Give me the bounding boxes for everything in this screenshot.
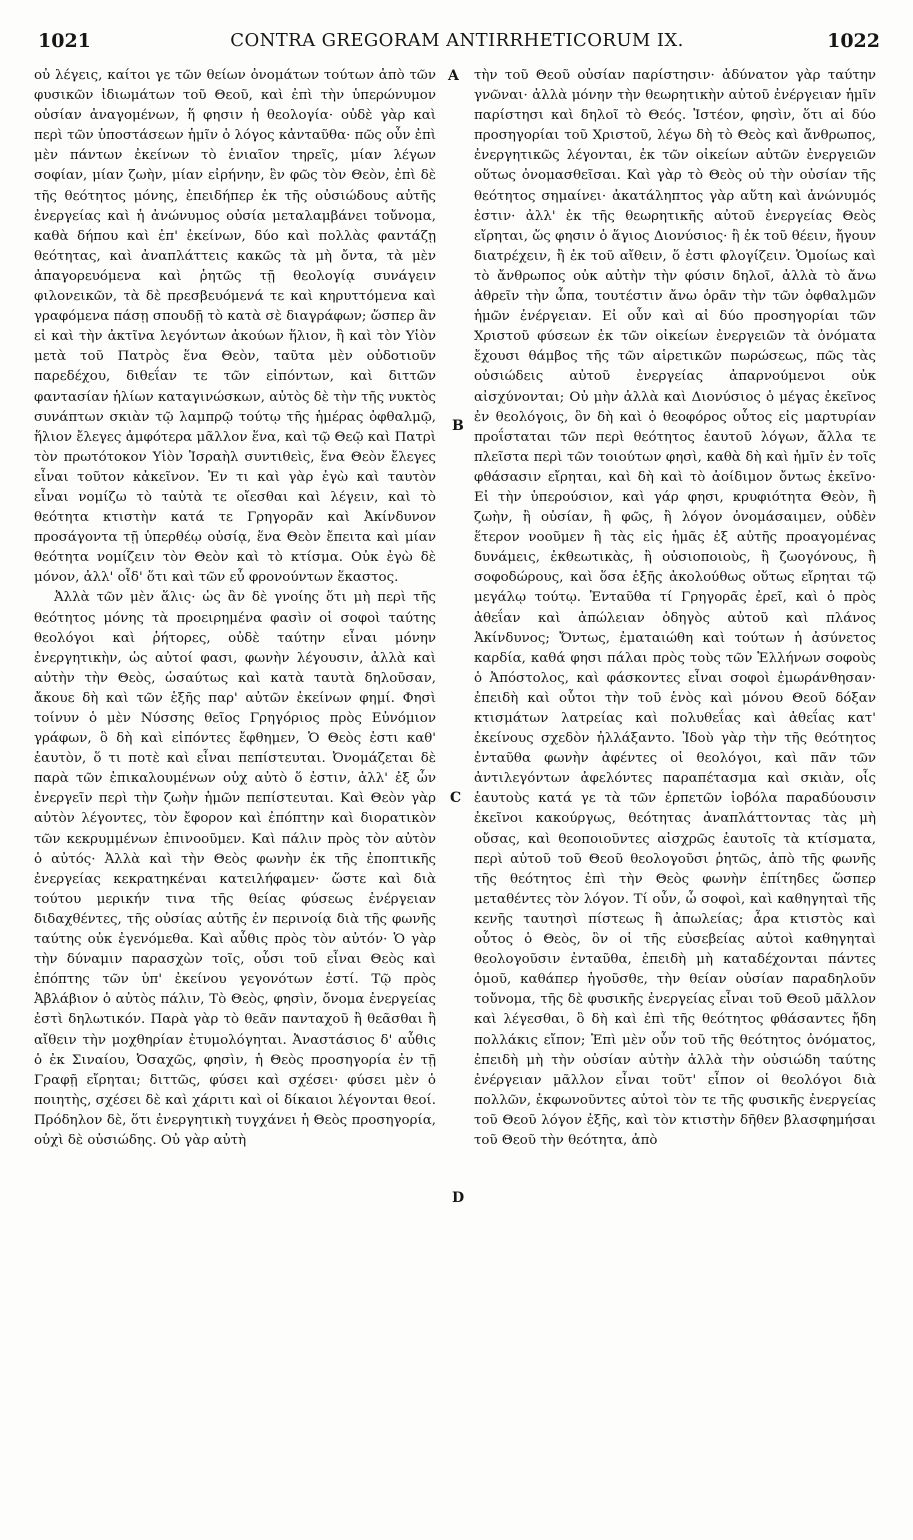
margin-letter-b: B	[452, 418, 464, 434]
margin-letter-a: A	[448, 68, 459, 84]
margin-letter-c: C	[450, 790, 462, 806]
right-paragraph-1: τὴν τοῦ Θεοῦ οὐσίαν παρίστησιν· ἀδύνατον γὰρ ταύτην γνῶναι· ἀλλὰ μόνην τὴν θεωρητικὴν αὐτοῦ ἐνέργειαν ἡμῖν παρίστησι καὶ δηλοῖ τὸ Θεός. Ἰστέον, φησὶν, ὅτι αἱ δύο προσηγορίαι τοῦ Χριστοῦ, λέγω δὴ τὸ Θεὸς καὶ ἄνθρωπος, ἐνεργητικῶς λέγονται, ἐκ τῶν οἰκείων αὐτῶν ἐνεργειῶν οὕτως ὀνομασθεῖσαι. Καὶ γὰρ τὸ Θεὸς οὐ τὴν οὐσίαν τῆς θεότητος σημαίνει· ἀκατάληπτος γὰρ αὕτη καὶ ἀνώνυμός ἐστιν· ἀλλ' ἐκ τῆς θεωρητικῆς αὐτοῦ ἐνεργείας Θεὸς εἴρηται, ὥς φησιν ὁ ἅγιος Διονύσιος· ἢ ἐκ τοῦ θέειν, ἤγουν διατρέχειν, ἢ ἐκ τοῦ αἴθειν, ὅ ἐστι φλογίζειν. Ὁμοίως καὶ τὸ ἄνθρωπος οὐκ αὐτὴν τὴν φύσιν δηλοῖ, ἀλλὰ τὸ ἄνω ἀθρεῖν τὴν ὦπα, τουτέστιν ἄνω ὁρᾶν τὴν τῶν ὀφθαλμῶν ἡμῶν ἐνέργειαν. Εἰ οὖν καὶ αἱ δύο προσηγορίαι τῶν Χριστοῦ φύσεων ἐκ τῶν οἰκείων ἐνεργειῶν τὰ ὀνόματα ἔχουσι θάμβος τῆς τῶν αἱρετικῶν πωρώσεως, πῶς τὰς οὐσιώδεις αὐτοῦ ἐνεργείας ἀπαρνούμενοι οὐκ αἰσχύνονται; Οὐ μὴν ἀλλὰ καὶ Διονύσιος ὁ μέγας ἐκεῖνος ἐν θεολόγοις, ὃν δὴ καὶ ὁ θεοφόρος οὗτος εἰς μαρτυρίαν προΐσταται τῶν περὶ θεότητος ἑαυτοῦ λόγων, ἄλλα τε πλεῖστα περὶ τῶν τοιούτων φησὶ, καθὰ δὴ καὶ ἡμῖν ἐν τοῖς φθάσασιν εἴρηται, καὶ δὴ καὶ τὸ ἀοίδιμον ὄντως ἐκεῖνο· Εἰ τὴν ὑπερούσιον, καὶ γάρ φησι, κρυφιότητα Θεὸν, ἢ ζωὴν, ἢ οὐσίαν, ἢ φῶς, ἢ λόγον ὀνομάσαιμεν, οὐδὲν ἕτερον νοοῦμεν ἢ τὰς εἰς ἡμᾶς ἐξ αὐτῆς προαγομένας δυνάμεις, ἐκθεωτικὰς, ἢ οὐσιοποιοὺς, ἢ ζωογόνους, ἢ σοφοδώρους, καὶ ὅσα ἑξῆς ἀκολούθως οὕτως εἴρηται τῷ μεγάλῳ τούτῳ. Ἐνταῦθα τί Γρηγορᾶς ἐρεῖ, καὶ ὁ πρὸς ἀθεΐαν καὶ ἀπώλειαν ὁδηγὸς αὐτοῦ καὶ πλάνος Ἀκίνδυνος; Ὄντως, ἐματαιώθη καὶ τούτων ἡ ἀσύνετος καρδία, καθά φησι πάλαι πρὸς τοὺς τῶν Ἑλλήνων σοφοὺς ὁ Ἀπόστολος, καὶ φάσκοντες εἶναι σοφοὶ ἐμωράνθησαν· ἐπειδὴ καὶ οὗτοι τὴν τοῦ ἑνὸς καὶ μόνου Θεοῦ δόξαν κτισμάτων λατρείας καὶ πολυθεΐας καὶ ἀθεΐας κατ' ἐκείνους σχεδὸν ἠλλάξαντο. Ἰδοὺ γὰρ τὴν τῆς θεότητος ἐνταῦθα φωνὴν ἀφέντες οἱ θεολόγοι, καὶ πᾶν τῶν ἀντιλεγόντων ἀφελόντες παραπέτασμα καὶ σκιὰν, οἷς ἑαυτοὺς κατά γε τὰ τῶν ἑρπετῶν ἰοβόλα παραδύουσιν ἐκεῖνοι κακούργως, θεότητας ἀναπλάττοντας τὰς μὴ οὔσας, καὶ θεοποιοῦντες αἰσχρῶς ἑαυτοῖς τὰ κτίσματα, περὶ αὐτοῦ τοῦ Θεοῦ θεολογοῦσι ῥητῶς, ἀπὸ τῆς φωνῆς τῆς θεότητος ἐπὶ τὴν Θεὸς φωνὴν ἐπίτηδες ὥσπερ μεταθέντες τὸν λόγον. Τί οὖν, ὦ σοφοὶ, καὶ καθηγηταὶ τῆς κενῆς ταυτησὶ πίστεως ἢ ἀπωλείας; ἆρα κτιστὸς καὶ οὗτος ὁ Θεὸς, ὃν οἱ τῆς εὐσεβείας αὐτοὶ καθηγηταὶ θεολογοῦσιν ἐνταῦθα, ἐπειδὴ μὴ καταδέχονται πάντες ὁμοῦ, καθάπερ ἡγοῦσθε, τὴν θείαν οὐσίαν παραδηλοῦν τοὔνομα, τῆς δὲ φυσικῆς ἐνεργείας εἶναι τοῦ Θεοῦ μᾶλλον καὶ λέγεσθαι, ὃ δὴ καὶ ἐπὶ τῆς θεότητος φθάσαντες ἤδη πολλάκις εἴπον; Ἐπὶ μὲν οὖν τοῦ τῆς θεότητος ὀνόματος, ἐπειδὴ μὴ τὴν οὐσίαν αὐτὴν ἀλλὰ τὴν οὐσιώδη ταύτης ἐνέργειαν μᾶλλον εἶναι τοῦτ' εἶπον οἱ θεολόγοι διὰ πολλῶν, ἐκφωνοῦντες αὐτοὶ τὸν τε τῆς φυσικῆς ἐνεργείας τοῦ Θεοῦ λόγον ἐξῆς, καὶ τὸν κτιστὴν δῆθεν βλασφημήσαι τοῦ Θεοῦ τὴν θεότητα, ἀπὸ	[474, 68, 876, 1148]
left-paragraph-1: οὐ λέγεις, καίτοι γε τῶν θείων ὀνομάτων τούτων ἀπὸ τῶν φυσικῶν ἰδιωμάτων τοῦ Θεοῦ, καὶ ἐπὶ τὴν ὑπερώνυμον οὐσίαν ἀναγομένων, ἥ φησιν ἡ θεολογία· οὐδὲ γὰρ καὶ περὶ τῶν ὑποστάσεων ἡμῖν ὁ λόγος κἀνταῦθα· πῶς οὖν ἐπὶ μὲν πάντων ἐκείνων τὸ ἑνιαῖον τηρεῖς, μίαν λέγων σοφίαν, μίαν ζωὴν, μίαν εἰρήνην, ἓν φῶς τὸν Θεὸν, ἐπὶ δὲ τῆς θεότητος μόνης, ἐπειδήπερ ἐκ τῆς οὐσιώδους αὐτῆς ἐνεργείας καὶ ἡ ἀνώνυμος οὐσία μεταλαμβάνει τοὔνομα, καθὰ δήπου καὶ ἐπ' ἐκείνων, δύο καὶ πολλὰς φαντάζῃ θεότητας, καὶ ἀναπλάττεις κακῶς τὰ μὴ ὄντα, τὰ μὲν ἀπαγορευόμενα καὶ ῥητῶς τῇ θεολογίᾳ συνάγειν φιλονεικῶν, τὰ δὲ πρεσβευόμενά τε καὶ κηρυττόμενα καὶ γραφόμενα πάσῃ σπουδῇ τὸ κατὰ σὲ διαγράφων; ὥσπερ ἂν εἰ καὶ τὴν ἀκτῖνα λεγόντων ἀκούων ἥλιον, ἢ καὶ τὸν Υἱὸν μετὰ τοῦ Πατρὸς ἕνα Θεὸν, ταῦτα μὲν οὐδοτιοῦν παρεδέχου, διθεΐαν τε τῶν εἰπόντων, καὶ διττῶν φαντασίαν ἡλίων καταγινώσκων, αὐτὸς δὲ τὴν τῆς νυκτὸς συνάπτων σκιὰν τῷ λαμπρῷ τούτῳ τῆς ἡμέρας ὀφθαλμῷ, ἥλιον ἔλεγες ἀμφότερα μᾶλλον ἕνα, καὶ τῷ Θεῷ καὶ Πατρὶ τὸν πρωτότοκον Υἱὸν Ἰσραὴλ συντιθεὶς, ἕνα Θεὸν ἔλεγες εἶναι τοῦτον κἀκεῖνον. Ἐν τι καὶ γὰρ ἐγὼ καὶ ταυτὸν εἶναι νομίζω τὸ ταὐτὰ τε οἴεσθαι καὶ λέγειν, καὶ τὸ θεότητα κτιστὴν κατά τε Γρηγορᾶν καὶ Ἀκίνδυνον προσάγοντα τῇ ὑπερθέῳ οὐσίᾳ, ἕνα Θεὸν ἔπειτα καὶ μίαν θεότητα νομίζειν τὸν Θεὸν καὶ τὸ κτίσμα. Οὐκ ἐγὼ δὲ μόνον, ἀλλ' οἶδ' ὅτι καὶ τῶν εὖ φρονούντων ἕκαστος.	[34, 68, 436, 586]
page-number-right: 1022	[827, 30, 880, 52]
right-column	[474, 66, 876, 1151]
left-paragraph-2: Ἀλλὰ τῶν μὲν ἅλις· ὡς ἂν δὲ γνοίης ὅτι μὴ περὶ τῆς θεότητος μόνης τὰ προειρημένα φασὶν οἱ σοφοὶ ταύτης θεολόγοι καὶ ῥήτορες, οὐδὲ ταύτην εἶναι μόνην ἐνεργητικὴν, ὡς αὐτοί φασι, φωνὴν λέγουσιν, ἀλλὰ καὶ αὐτὴν τὴν Θεὸς, ὡσαύτως καὶ κατὰ ταυτὰ δηλοῦσαν, ἄκουε δὴ καὶ τῶν ἑξῆς παρ' αὐτῶν ἐκείνων φημί. Φησὶ τοίνυν ὁ μὲν Νύσσης θεῖος Γρηγόριος πρὸς Εὐνόμιον γράφων, ὃ δὴ καὶ εἰπόντες ἔφθημεν, Ὁ Θεὸς ἐστι καθ' ἑαυτὸν, ὅ τι ποτὲ καὶ εἶναι πεπίστευται. Ὀνομάζεται δὲ παρὰ τῶν ἐπικαλουμένων οὐχ αὐτὸ ὅ ἐστιν, ἀλλ' ἐξ ὧν ἐνεργεῖν περὶ τὴν ζωὴν ἡμῶν πεπίστευται. Καὶ Θεὸν γὰρ αὐτὸν λέγοντες, τὸν ἔφορον καὶ ἐπόπτην καὶ διορατικὸν τῶν κεκρυμμένων ἐπινοοῦμεν. Καὶ πάλιν πρὸς τὸν αὐτὸν ὁ αὐτός· Ἀλλὰ καὶ τὴν Θεὸς φωνὴν ἐκ τῆς ἐποπτικῆς ἐνεργείας κεκρατηκέναι κατειλήφαμεν· ὥστε καὶ διὰ τούτου μερικήν τινα τῆς θείας φύσεως ἐνέργειαν διδαχθέντες, τῆς οὐσίας αὐτῆς ἐν περινοίᾳ διὰ τῆς φωνῆς ταύτης οὐκ ἐγενόμεθα. Καὶ αὖθις πρὸς τὸν αὐτόν· Ὁ γὰρ τὴν δύναμιν παρασχὼν τοῖς, οὗσι τοῦ εἶναι Θεὸς καὶ ἐπόπτης τῶν ὑπ' ἐκείνου γεγονότων ἐστί. Τῷ πρὸς Ἀβλάβιον ὁ αὐτὸς πάλιν, Τὸ Θεὸς, φησὶν, ὄνομα ἐνεργείας ἐστὶ δηλωτικόν. Παρὰ γὰρ τὸ θεᾶν πανταχοῦ ἢ θεᾶσθαι ἢ αἴθειν τὴν μοχθηρίαν ἐτυμολόγηται. Ἀναστάσιος δ' αὖθις ὁ ἐκ Σιναίου, Ὀσαχῶς, φησὶν, ἡ Θεὸς προσηγορία ἐν τῇ Γραφῇ εἴρηται; διττῶς, φύσει καὶ σχέσει· φύσει μὲν ὁ ποιητὴς, σχέσει δὲ καὶ χάριτι καὶ οἱ δίκαιοι λέγονται θεοί. Πρόδηλον δὲ, ὅτι ἐνεργητικὴ τυγχάνει ἡ Θεὸς προσηγορία, οὐχὶ δὲ οὐσιώδης. Οὐ γὰρ αὐτὴ	[34, 590, 436, 1148]
running-head	[34, 30, 880, 60]
margin-letter-d: D	[452, 1190, 465, 1206]
page-number-left: 1021	[38, 30, 91, 52]
running-head-title: CONTRA GREGORAM ANTIRRHETICORUM IX.	[230, 30, 684, 51]
left-column	[34, 66, 436, 1151]
